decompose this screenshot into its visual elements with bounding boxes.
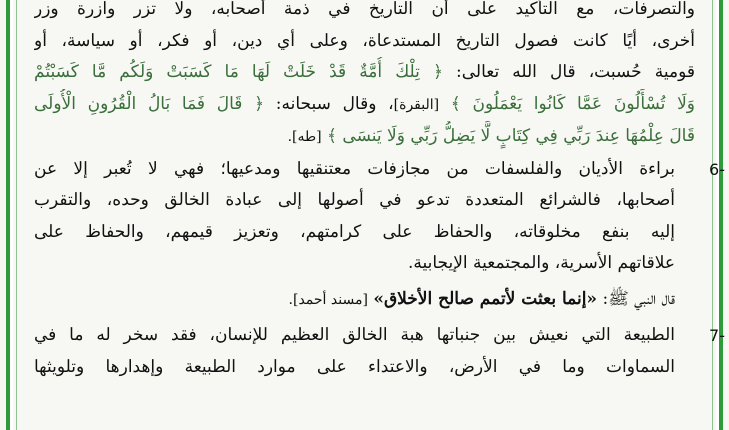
list-item-6 — [34, 154, 725, 317]
item-number: 6- — [709, 159, 725, 179]
text-line: علاقاتهم الأسرية، والمجتمعية الإيجابية. — [407, 253, 675, 273]
list-item-7 — [34, 320, 725, 383]
quran-verse: وَلَا تُسْأَلُونَ عَمَّا كَانُوا يَعْمَلُونَ ﴾ — [450, 93, 695, 114]
text-line: الطبيعة التي نعيش بين جنباتها هبة الخالق العظيم للإنسان، فقد سخر له ما في — [34, 325, 675, 345]
document-body — [34, 0, 725, 383]
text-line — [34, 121, 695, 154]
text-line — [34, 89, 695, 122]
text-line: السماوات وما في الأرض، والاعتداء على موارد الطبيعة وإهدارها وتلويثها — [34, 356, 675, 377]
quran-verse: قَالَ عِلْمُهَا عِندَ رَبِّي فِي كِتَابٍ لَّا يَضِلُّ رَبِّي وَلَا يَنسَى ﴾ — [327, 126, 695, 146]
item-number: 7- — [709, 326, 725, 345]
text-line: إليه بنفع مخلوقاته، والحفاظ على كرامتهم، وتعزيز قيمهم، والحفاظ على — [34, 221, 675, 242]
intro-paragraph — [34, 0, 695, 154]
hadith-line — [34, 284, 675, 317]
text-line: والتصرفات، مع التأكيد على أن التاريخ في ذمة أصحابه، ولا تزر وازرة وزر — [34, 0, 695, 19]
hadith-intro: قال النبي ﷺ: — [602, 288, 675, 309]
text-line — [34, 57, 695, 89]
text-line: أصحابها، فالشرائع المتعددة تدعو في أصولها إلى عبادة الخالق وحده، والتقرب — [34, 190, 675, 210]
text-line: براءة الأديان والفلسفات من مجازفات معتنقيها ومدعيها؛ فهي لا تُعبر إلا عن — [34, 158, 675, 179]
hadith-reference: [مسند أحمد]. — [288, 291, 368, 308]
surah-reference: [البقرة] — [393, 96, 440, 113]
text-line: أخرى، أيًا كانت فصول التاريخ المستدعاة، وعلى أي دين، أو فكر، أو سياسة، أو — [34, 30, 695, 51]
quran-verse: ﴿ قَالَ فَمَا بَالُ الْقُرُونِ الْأُولَى — [34, 93, 265, 114]
quote-intro: قومية حُسبت، قال الله تعالى: — [456, 62, 695, 82]
surah-reference: [طه]. — [287, 129, 322, 145]
quote-intro: ، وقال سبحانه: — [275, 93, 394, 114]
hadith-text: «إنما بعثت لأتمم صالح الأخلاق» — [373, 288, 598, 309]
quran-verse: ﴿ تِلْكَ أُمَّةٌ قَدْ خَلَتْ لَهَا مَا كَسَبَتْ وَلَكُم مَّا كَسَبْتُمْ — [34, 62, 443, 82]
